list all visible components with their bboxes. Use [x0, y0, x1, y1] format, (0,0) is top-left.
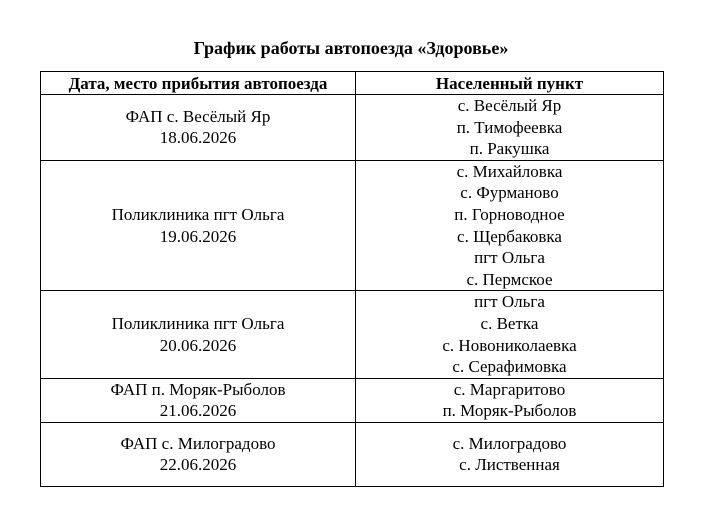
settlement: пгт Ольга	[474, 292, 545, 312]
settlements-cell	[356, 95, 664, 161]
settlement: с. Серафимовка	[452, 357, 567, 377]
arrival-date: 22.06.2026	[159, 455, 237, 475]
settlement: с. Весёлый Яр	[457, 96, 562, 115]
table-row	[41, 160, 664, 291]
arrival-place: ФАП с. Милоградово	[120, 433, 276, 453]
settlement: с. Михайловка	[456, 161, 563, 181]
table-row	[41, 291, 664, 378]
schedule-table	[40, 71, 664, 487]
settlement: с. Лиственная	[459, 455, 560, 475]
settlement: с. Маргаритово	[453, 379, 566, 399]
header-settlement: Населенный пункт	[356, 72, 664, 95]
settlement: п. Ракушка	[469, 139, 550, 159]
arrival-place: Поликлиника пгт Ольга	[111, 204, 285, 224]
settlement: п. Моряк-Рыболов	[442, 401, 577, 421]
settlement: п. Тимофеевка	[456, 117, 563, 137]
settlement: с. Ветка	[480, 313, 539, 333]
date-place-cell	[41, 95, 356, 161]
header-date-place: Дата, место прибытия автопоезда	[41, 72, 356, 95]
settlement: с. Пермское	[466, 269, 553, 289]
arrival-place: ФАП с. Весёлый Яр	[125, 106, 271, 126]
table-row	[41, 378, 664, 422]
arrival-date: 18.06.2026	[159, 128, 237, 148]
date-place-cell	[41, 160, 356, 291]
settlement: п. Горноводное	[454, 204, 565, 224]
settlements-cell	[356, 422, 664, 486]
table-row	[41, 422, 664, 486]
settlements-cell	[356, 378, 664, 422]
settlement: с. Милоградово	[452, 433, 567, 453]
date-place-cell	[41, 422, 356, 486]
settlement: с. Новониколаевка	[442, 335, 577, 355]
settlement: с. Щербаковка	[457, 226, 562, 246]
arrival-date: 21.06.2026	[159, 401, 237, 421]
date-place-cell	[41, 291, 356, 378]
settlement: с. Фурманово	[460, 183, 559, 203]
settlements-cell	[356, 291, 664, 378]
page-title: График работы автопоезда «Здоровье»	[193, 38, 509, 58]
arrival-place: ФАП п. Моряк-Рыболов	[110, 379, 286, 399]
table-header-row	[41, 72, 664, 95]
arrival-date: 19.06.2026	[159, 226, 237, 246]
settlement: пгт Ольга	[474, 248, 545, 268]
arrival-place: Поликлиника пгт Ольга	[111, 313, 285, 333]
settlements-cell	[356, 160, 664, 291]
date-place-cell	[41, 378, 356, 422]
arrival-date: 20.06.2026	[159, 335, 237, 355]
table-row	[41, 95, 664, 161]
